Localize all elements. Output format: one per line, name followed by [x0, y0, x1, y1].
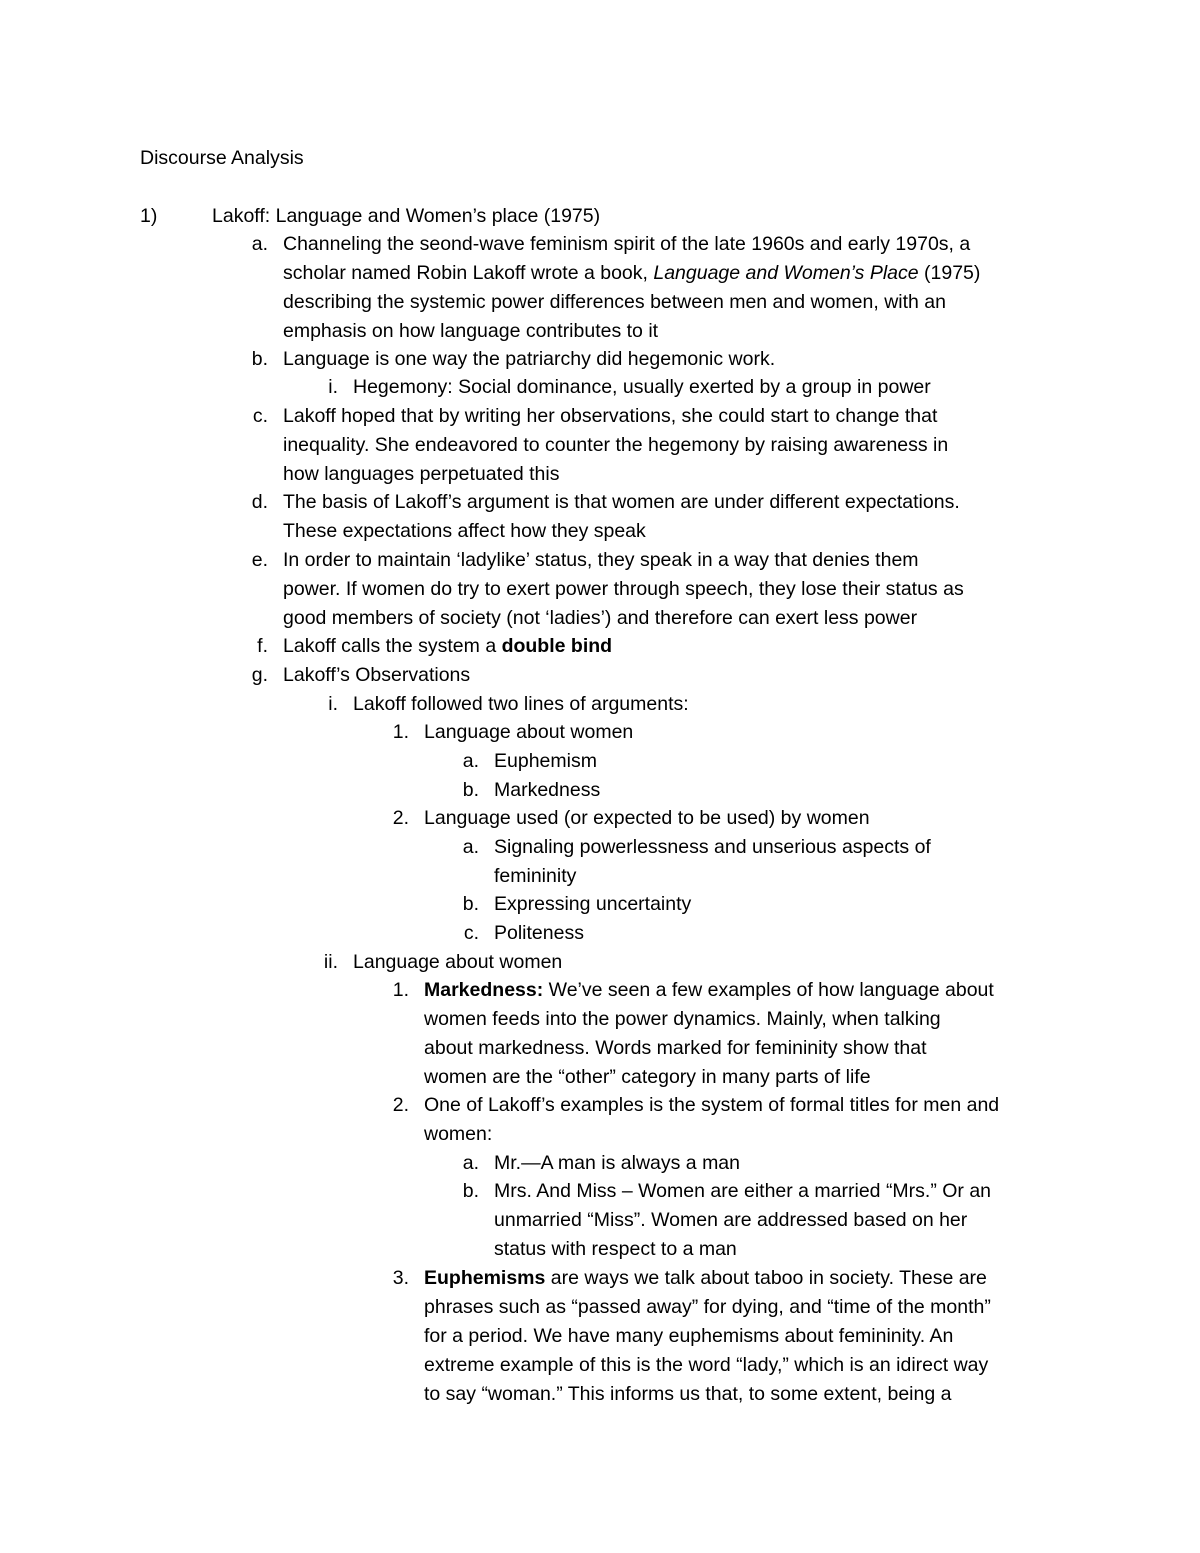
list-item-text: Euphemism: [494, 750, 597, 772]
list-item-text: Lakoff hoped that by writing her observations, she could start to change that: [283, 405, 938, 427]
list-item-b-i: [328, 373, 931, 402]
list-marker: c.: [463, 922, 479, 944]
list-item-text: Lakoff’s Observations: [283, 664, 471, 686]
list-item-b: [251, 345, 776, 374]
list-marker: 1.: [392, 721, 409, 743]
list-item-text: women feeds into the power dynamics. Mainly, when talking: [424, 1008, 941, 1030]
list-item-text: Language about women: [353, 951, 563, 973]
list-marker: 2.: [392, 807, 409, 829]
list-item-text: to say “woman.” This informs us that, to some extent, being a: [424, 1383, 952, 1405]
key-term: Euphemisms: [424, 1267, 546, 1289]
text-run: Lakoff calls the system a: [283, 635, 502, 657]
text-run: scholar named Robin Lakoff wrote a book,: [283, 262, 654, 284]
book-title: Language and Women’s Place: [653, 262, 919, 284]
list-marker: 2.: [392, 1094, 409, 1116]
list-item-text: Hegemony: Social dominance, usually exerted by a group in power: [353, 376, 931, 398]
list-item-text: women are the “other” category in many parts of life: [424, 1066, 871, 1088]
list-marker: i.: [328, 376, 338, 398]
list-item-text: unmarried “Miss”. Women are addressed based on her: [494, 1209, 968, 1231]
list-item-text: inequality. She endeavored to counter the hegemony by raising awareness in: [283, 434, 949, 456]
list-marker: f.: [257, 635, 268, 657]
list-item-g-ii-2: [392, 1091, 1000, 1149]
list-item-text: women:: [424, 1123, 493, 1145]
list-item-g-i-2-a: [462, 833, 931, 891]
list-item-text: Language used (or expected to be used) by women: [424, 807, 870, 829]
list-item-g-i: [328, 690, 689, 719]
text-run: are ways we talk about taboo in society. These are: [545, 1267, 987, 1289]
list-item-text: extreme example of this is the word “lady,” which is an idirect way: [424, 1354, 989, 1376]
list-item-g-ii-1: [392, 976, 994, 1092]
list-marker: 1.: [392, 979, 409, 1001]
list-item-text: power. If women do try to exert power through speech, they lose their status as: [283, 578, 964, 600]
list-item-text: Markedness: [494, 779, 601, 801]
list-item-text: Mrs. And Miss – Women are either a married “Mrs.” Or an: [494, 1180, 992, 1202]
list-item-g-ii-2-a: [462, 1149, 740, 1178]
list-item-text: how languages perpetuated this: [283, 463, 560, 485]
list-item-text: Channeling the seond-wave feminism spirit of the late 1960s and early 1970s, a: [283, 233, 971, 255]
text-run: (1975): [918, 262, 981, 284]
list-item-a: [251, 230, 981, 346]
list-item-text: [283, 632, 612, 661]
list-marker: e.: [251, 549, 268, 571]
list-item-g-ii-3: [392, 1264, 991, 1409]
list-item-text: Politeness: [494, 922, 584, 944]
list-item-g-i-1-b: [462, 776, 601, 805]
list-item-text: These expectations affect how they speak: [283, 520, 646, 542]
list-item-text: One of Lakoff’s examples is the system of formal titles for men and: [424, 1094, 1000, 1116]
list-item-g-i-2-c: [463, 919, 584, 948]
list-item-text: femininity: [494, 865, 577, 887]
list-item-f: [257, 632, 613, 661]
list-marker: b.: [462, 1180, 479, 1202]
list-item-g-i-2: [392, 804, 870, 833]
list-item-text: The basis of Lakoff’s argument is that women are under different expectations.: [283, 491, 960, 513]
list-item-1: [140, 202, 601, 231]
list-item-text: for a period. We have many euphemisms about femininity. An: [424, 1325, 954, 1347]
list-item-text: about markedness. Words marked for femininity show that: [424, 1037, 927, 1059]
section-heading: Lakoff: Language and Women’s place (1975): [212, 205, 601, 227]
list-marker: b.: [251, 348, 268, 370]
list-marker: a.: [462, 1152, 479, 1174]
list-item-text: [424, 1264, 991, 1293]
list-item-text: Language about women: [424, 721, 634, 743]
list-item-g-i-2-b: [462, 890, 692, 919]
list-item-text: status with respect to a man: [494, 1238, 737, 1260]
list-item-g-ii: [323, 948, 563, 977]
text-run: We’ve seen a few examples of how language about: [543, 979, 994, 1001]
list-marker: i.: [328, 693, 338, 715]
list-item-text: Signaling powerlessness and unserious aspects of: [494, 836, 931, 858]
list-marker: b.: [462, 779, 479, 801]
list-marker: a.: [462, 750, 479, 772]
list-marker: ii.: [323, 951, 338, 973]
list-marker: b.: [462, 893, 479, 915]
list-marker: a.: [462, 836, 479, 858]
list-item-d: [251, 488, 960, 546]
list-marker: c.: [252, 405, 268, 427]
list-item-text: [283, 259, 980, 288]
list-marker: d.: [251, 491, 268, 513]
list-item-g-i-1-a: [462, 747, 597, 776]
page-title: Discourse Analysis: [140, 147, 304, 169]
list-marker: 1): [140, 205, 158, 227]
key-term: Markedness:: [424, 979, 544, 1001]
list-item-text: Mr.—A man is always a man: [494, 1152, 740, 1174]
list-item-text: good members of society (not ‘ladies’) and therefore can exert less power: [283, 607, 918, 629]
list-item-text: Lakoff followed two lines of arguments:: [353, 693, 689, 715]
list-item-text: Language is one way the patriarchy did hegemonic work.: [283, 348, 776, 370]
list-item-text: Expressing uncertainty: [494, 893, 692, 915]
list-item-text: describing the systemic power differences between men and women, with an: [283, 291, 946, 313]
list-item-e: [251, 546, 964, 633]
list-item-g: [251, 661, 471, 690]
list-marker: 3.: [392, 1267, 409, 1289]
list-marker: g.: [251, 664, 268, 686]
list-item-text: In order to maintain ‘ladylike’ status, they speak in a way that denies them: [283, 549, 919, 571]
key-term: double bind: [501, 635, 613, 657]
list-item-g-ii-2-b: [462, 1177, 992, 1264]
list-marker: a.: [251, 233, 268, 255]
list-item-text: emphasis on how language contributes to it: [283, 320, 659, 342]
list-item-c: [252, 402, 949, 489]
list-item-g-i-1: [392, 718, 634, 747]
list-item-text: phrases such as “passed away” for dying, and “time of the month”: [424, 1296, 991, 1318]
list-item-text: [424, 976, 994, 1005]
